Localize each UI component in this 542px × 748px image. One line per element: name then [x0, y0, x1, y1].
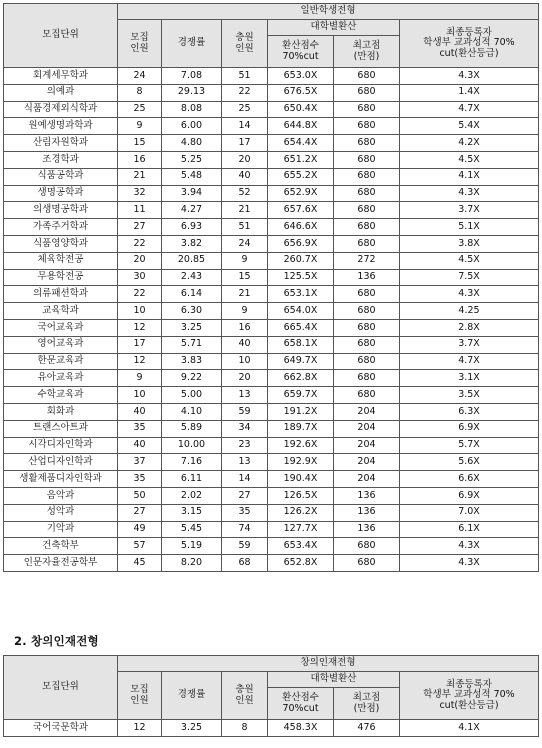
- cell-quota: 12: [118, 353, 162, 370]
- cell-quota: 11: [118, 202, 162, 219]
- cell-max-score: 204: [334, 403, 400, 420]
- cell-quota: 12: [118, 319, 162, 336]
- cell-max-score: 680: [334, 68, 400, 85]
- cell-max-score: 476: [334, 720, 400, 737]
- cell-max-score: 204: [334, 437, 400, 454]
- section-title: 2. 창의인재전형: [14, 634, 99, 648]
- cell-max-score: 680: [334, 101, 400, 118]
- cell-filled: 9: [222, 252, 268, 269]
- cell-quota: 45: [118, 555, 162, 572]
- cell-filled: 40: [222, 168, 268, 185]
- cell-competition: 2.02: [162, 487, 222, 504]
- cell-final-grade: 5.1X: [400, 219, 539, 236]
- cell-convert-score: 126.2X: [268, 504, 334, 521]
- cell-final-grade: 4.5X: [400, 151, 539, 168]
- cell-unit: 한문교육과: [4, 353, 118, 370]
- cell-final-grade: 4.7X: [400, 353, 539, 370]
- cell-final-grade: 2.8X: [400, 319, 539, 336]
- table-row: [4, 555, 539, 572]
- header-filled: 충원 인원: [222, 20, 268, 68]
- table-row: [4, 185, 539, 202]
- cell-convert-score: 127.7X: [268, 521, 334, 538]
- cell-filled: 52: [222, 185, 268, 202]
- cell-quota: 9: [118, 370, 162, 387]
- cell-convert-score: 260.7X: [268, 252, 334, 269]
- header-univ-convert: 대학별환산: [268, 672, 400, 688]
- table-row: [4, 118, 539, 135]
- cell-convert-score: 650.4X: [268, 101, 334, 118]
- cell-competition: 8.20: [162, 555, 222, 572]
- cell-competition: 5.00: [162, 387, 222, 404]
- cell-final-grade: 4.3X: [400, 555, 539, 572]
- cell-quota: 50: [118, 487, 162, 504]
- cell-convert-score: 654.4X: [268, 135, 334, 152]
- table-body: [4, 720, 539, 737]
- cell-max-score: 136: [334, 504, 400, 521]
- cell-filled: 25: [222, 101, 268, 118]
- cell-final-grade: 4.2X: [400, 135, 539, 152]
- cell-final-grade: 4.3X: [400, 68, 539, 85]
- cell-quota: 40: [118, 403, 162, 420]
- table-row: [4, 286, 539, 303]
- cell-unit: 생활제품디자인학과: [4, 471, 118, 488]
- cell-final-grade: 5.7X: [400, 437, 539, 454]
- table-row: [4, 303, 539, 320]
- cell-competition: 5.45: [162, 521, 222, 538]
- cell-convert-score: 191.2X: [268, 403, 334, 420]
- cell-quota: 57: [118, 538, 162, 555]
- cell-quota: 27: [118, 219, 162, 236]
- table-row: [4, 168, 539, 185]
- cell-final-grade: 6.9X: [400, 487, 539, 504]
- cell-filled: 51: [222, 68, 268, 85]
- cell-unit: 국어국문학과: [4, 720, 118, 737]
- cell-max-score: 680: [334, 235, 400, 252]
- cell-unit: 의생명공학과: [4, 202, 118, 219]
- cell-filled: 59: [222, 538, 268, 555]
- cell-final-grade: 4.25: [400, 303, 539, 320]
- table-row: [4, 387, 539, 404]
- cell-final-grade: 5.4X: [400, 118, 539, 135]
- cell-competition: 3.94: [162, 185, 222, 202]
- table-row: [4, 68, 539, 85]
- cell-convert-score: 190.4X: [268, 471, 334, 488]
- table-row: [4, 151, 539, 168]
- cell-competition: 8.08: [162, 101, 222, 118]
- cell-filled: 24: [222, 235, 268, 252]
- cell-filled: 21: [222, 286, 268, 303]
- table-row: [4, 504, 539, 521]
- cell-unit: 무용학전공: [4, 269, 118, 286]
- header-competition: 경쟁률: [162, 20, 222, 68]
- cell-convert-score: 653.1X: [268, 286, 334, 303]
- cell-convert-score: 665.4X: [268, 319, 334, 336]
- cell-filled: 13: [222, 454, 268, 471]
- cell-final-grade: 6.3X: [400, 403, 539, 420]
- cell-final-grade: 3.1X: [400, 370, 539, 387]
- cell-max-score: 136: [334, 487, 400, 504]
- header-filled: 충원 인원: [222, 672, 268, 720]
- cell-max-score: 204: [334, 420, 400, 437]
- cell-max-score: 680: [334, 219, 400, 236]
- cell-max-score: 680: [334, 202, 400, 219]
- cell-unit: 원예생명과학과: [4, 118, 118, 135]
- cell-competition: 7.16: [162, 454, 222, 471]
- cell-max-score: 680: [334, 135, 400, 152]
- cell-max-score: 680: [334, 353, 400, 370]
- cell-filled: 9: [222, 303, 268, 320]
- cell-final-grade: 7.5X: [400, 269, 539, 286]
- header-final: 최종등록자 학생부 교과성적 70% cut(환산등급): [400, 672, 539, 720]
- cell-competition: 3.25: [162, 319, 222, 336]
- cell-unit: 가족주거학과: [4, 219, 118, 236]
- cell-convert-score: 646.6X: [268, 219, 334, 236]
- cell-quota: 10: [118, 387, 162, 404]
- cell-quota: 24: [118, 68, 162, 85]
- cell-competition: 5.48: [162, 168, 222, 185]
- header-max-score: 최고점 (만점): [334, 688, 400, 720]
- table-row: [4, 252, 539, 269]
- cell-quota: 35: [118, 471, 162, 488]
- cell-filled: 10: [222, 353, 268, 370]
- cell-filled: 15: [222, 269, 268, 286]
- cell-unit: 성악과: [4, 504, 118, 521]
- cell-convert-score: 644.8X: [268, 118, 334, 135]
- cell-max-score: 680: [334, 336, 400, 353]
- cell-max-score: 680: [334, 303, 400, 320]
- table-body: [4, 68, 539, 572]
- header-convert-score: 환산점수 70%cut: [268, 688, 334, 720]
- cell-final-grade: 5.6X: [400, 454, 539, 471]
- cell-unit: 교육학과: [4, 303, 118, 320]
- cell-unit: 생명공학과: [4, 185, 118, 202]
- cell-unit: 음악과: [4, 487, 118, 504]
- cell-quota: 35: [118, 420, 162, 437]
- table-row: [4, 319, 539, 336]
- table-row: [4, 353, 539, 370]
- cell-unit: 의류패션학과: [4, 286, 118, 303]
- cell-filled: 59: [222, 403, 268, 420]
- cell-quota: 10: [118, 303, 162, 320]
- table-row: [4, 336, 539, 353]
- cell-competition: 6.93: [162, 219, 222, 236]
- table-row: [4, 471, 539, 488]
- cell-quota: 8: [118, 84, 162, 101]
- table-row: [4, 720, 539, 737]
- cell-filled: 14: [222, 118, 268, 135]
- cell-final-grade: 4.7X: [400, 101, 539, 118]
- cell-convert-score: 458.3X: [268, 720, 334, 737]
- cell-filled: 20: [222, 151, 268, 168]
- cell-quota: 20: [118, 252, 162, 269]
- cell-convert-score: 656.9X: [268, 235, 334, 252]
- cell-final-grade: 4.5X: [400, 252, 539, 269]
- cell-competition: 2.43: [162, 269, 222, 286]
- cell-unit: 산업디자인학과: [4, 454, 118, 471]
- table-row: [4, 420, 539, 437]
- table-row: [4, 101, 539, 118]
- cell-final-grade: 4.3X: [400, 185, 539, 202]
- cell-filled: 8: [222, 720, 268, 737]
- cell-unit: 식품영양학과: [4, 235, 118, 252]
- cell-max-score: 680: [334, 168, 400, 185]
- cell-unit: 유아교육과: [4, 370, 118, 387]
- cell-filled: 23: [222, 437, 268, 454]
- cell-competition: 6.11: [162, 471, 222, 488]
- cell-max-score: 204: [334, 454, 400, 471]
- cell-convert-score: 676.5X: [268, 84, 334, 101]
- cell-max-score: 680: [334, 185, 400, 202]
- cell-convert-score: 658.1X: [268, 336, 334, 353]
- cell-filled: 16: [222, 319, 268, 336]
- cell-quota: 49: [118, 521, 162, 538]
- table-row: [4, 219, 539, 236]
- cell-max-score: 204: [334, 471, 400, 488]
- table-row: [4, 403, 539, 420]
- cell-max-score: 680: [334, 319, 400, 336]
- cell-final-grade: 6.1X: [400, 521, 539, 538]
- cell-max-score: 680: [334, 118, 400, 135]
- cell-convert-score: 192.9X: [268, 454, 334, 471]
- cell-convert-score: 662.8X: [268, 370, 334, 387]
- table-row: [4, 521, 539, 538]
- header-unit: 모집단위: [4, 656, 118, 720]
- cell-filled: 68: [222, 555, 268, 572]
- cell-max-score: 272: [334, 252, 400, 269]
- table-row: [4, 454, 539, 471]
- cell-max-score: 680: [334, 370, 400, 387]
- cell-filled: 13: [222, 387, 268, 404]
- cell-filled: 22: [222, 84, 268, 101]
- cell-unit: 기악과: [4, 521, 118, 538]
- cell-competition: 3.82: [162, 235, 222, 252]
- cell-competition: 5.89: [162, 420, 222, 437]
- cell-convert-score: 651.2X: [268, 151, 334, 168]
- cell-quota: 40: [118, 437, 162, 454]
- cell-competition: 4.27: [162, 202, 222, 219]
- cell-quota: 9: [118, 118, 162, 135]
- cell-competition: 6.00: [162, 118, 222, 135]
- cell-unit: 시각디자인학과: [4, 437, 118, 454]
- table-row: [4, 235, 539, 252]
- cell-competition: 5.71: [162, 336, 222, 353]
- cell-competition: 3.25: [162, 720, 222, 737]
- cell-final-grade: 3.7X: [400, 202, 539, 219]
- cell-convert-score: 654.0X: [268, 303, 334, 320]
- cell-competition: 5.25: [162, 151, 222, 168]
- table-row: [4, 84, 539, 101]
- cell-competition: 4.80: [162, 135, 222, 152]
- cell-max-score: 680: [334, 151, 400, 168]
- cell-competition: 10.00: [162, 437, 222, 454]
- cell-max-score: 136: [334, 269, 400, 286]
- admissions-table-general: [3, 3, 539, 572]
- cell-convert-score: 655.2X: [268, 168, 334, 185]
- cell-convert-score: 653.0X: [268, 68, 334, 85]
- header-final: 최종등록자 학생부 교과성적 70% cut(환산등급): [400, 20, 539, 68]
- cell-filled: 14: [222, 471, 268, 488]
- cell-max-score: 680: [334, 84, 400, 101]
- table-row: [4, 437, 539, 454]
- cell-final-grade: 4.3X: [400, 286, 539, 303]
- cell-quota: 17: [118, 336, 162, 353]
- cell-quota: 21: [118, 168, 162, 185]
- cell-quota: 25: [118, 101, 162, 118]
- cell-unit: 국어교육과: [4, 319, 118, 336]
- cell-convert-score: 653.4X: [268, 538, 334, 555]
- cell-max-score: 680: [334, 555, 400, 572]
- cell-competition: 6.30: [162, 303, 222, 320]
- header-univ-convert: 대학별환산: [268, 20, 400, 36]
- cell-quota: 32: [118, 185, 162, 202]
- cell-final-grade: 4.1X: [400, 168, 539, 185]
- cell-unit: 인문자율전공학부: [4, 555, 118, 572]
- cell-final-grade: 3.5X: [400, 387, 539, 404]
- header-quota: 모집 인원: [118, 20, 162, 68]
- cell-max-score: 136: [334, 521, 400, 538]
- cell-unit: 건축학부: [4, 538, 118, 555]
- cell-quota: 15: [118, 135, 162, 152]
- table-row: [4, 538, 539, 555]
- cell-unit: 수학교육과: [4, 387, 118, 404]
- cell-unit: 조경학과: [4, 151, 118, 168]
- cell-quota: 27: [118, 504, 162, 521]
- cell-convert-score: 649.7X: [268, 353, 334, 370]
- cell-final-grade: 6.9X: [400, 420, 539, 437]
- cell-competition: 5.19: [162, 538, 222, 555]
- cell-filled: 27: [222, 487, 268, 504]
- cell-unit: 식품경제외식학과: [4, 101, 118, 118]
- cell-max-score: 680: [334, 538, 400, 555]
- header-admission-group: 창의인재전형: [118, 656, 539, 672]
- cell-unit: 식품공학과: [4, 168, 118, 185]
- cell-quota: 22: [118, 286, 162, 303]
- cell-final-grade: 3.7X: [400, 336, 539, 353]
- cell-filled: 40: [222, 336, 268, 353]
- cell-convert-score: 189.7X: [268, 420, 334, 437]
- cell-quota: 37: [118, 454, 162, 471]
- cell-convert-score: 652.8X: [268, 555, 334, 572]
- cell-max-score: 680: [334, 387, 400, 404]
- table-row: [4, 135, 539, 152]
- header-convert-score: 환산점수 70%cut: [268, 36, 334, 68]
- cell-final-grade: 3.8X: [400, 235, 539, 252]
- header-competition: 경쟁률: [162, 672, 222, 720]
- table-row: [4, 202, 539, 219]
- cell-filled: 17: [222, 135, 268, 152]
- cell-competition: 20.85: [162, 252, 222, 269]
- cell-competition: 6.14: [162, 286, 222, 303]
- cell-convert-score: 126.5X: [268, 487, 334, 504]
- cell-quota: 30: [118, 269, 162, 286]
- header-max-score: 최고점 (만점): [334, 36, 400, 68]
- table-row: [4, 487, 539, 504]
- cell-quota: 22: [118, 235, 162, 252]
- cell-filled: 35: [222, 504, 268, 521]
- cell-competition: 9.22: [162, 370, 222, 387]
- header-quota: 모집 인원: [118, 672, 162, 720]
- cell-competition: 4.10: [162, 403, 222, 420]
- table-row: [4, 370, 539, 387]
- cell-final-grade: 6.6X: [400, 471, 539, 488]
- cell-quota: 12: [118, 720, 162, 737]
- cell-competition: 7.08: [162, 68, 222, 85]
- cell-unit: 회계세무학과: [4, 68, 118, 85]
- cell-max-score: 680: [334, 286, 400, 303]
- cell-final-grade: 4.3X: [400, 538, 539, 555]
- cell-unit: 의예과: [4, 84, 118, 101]
- cell-unit: 회화과: [4, 403, 118, 420]
- cell-final-grade: 7.0X: [400, 504, 539, 521]
- cell-convert-score: 652.9X: [268, 185, 334, 202]
- table-row: [4, 269, 539, 286]
- admissions-table-creative: [3, 655, 539, 737]
- cell-competition: 3.15: [162, 504, 222, 521]
- cell-convert-score: 125.5X: [268, 269, 334, 286]
- cell-quota: 16: [118, 151, 162, 168]
- cell-filled: 20: [222, 370, 268, 387]
- cell-final-grade: 1.4X: [400, 84, 539, 101]
- cell-filled: 34: [222, 420, 268, 437]
- cell-competition: 29.13: [162, 84, 222, 101]
- cell-convert-score: 657.6X: [268, 202, 334, 219]
- cell-unit: 산림자원학과: [4, 135, 118, 152]
- cell-filled: 74: [222, 521, 268, 538]
- header-unit: 모집단위: [4, 4, 118, 68]
- cell-competition: 3.83: [162, 353, 222, 370]
- cell-convert-score: 659.7X: [268, 387, 334, 404]
- header-admission-group: 일반학생전형: [118, 4, 539, 20]
- cell-final-grade: 4.1X: [400, 720, 539, 737]
- cell-filled: 21: [222, 202, 268, 219]
- cell-unit: 트랜스아트과: [4, 420, 118, 437]
- cell-unit: 영어교육과: [4, 336, 118, 353]
- cell-convert-score: 192.6X: [268, 437, 334, 454]
- cell-unit: 체육학전공: [4, 252, 118, 269]
- cell-filled: 51: [222, 219, 268, 236]
